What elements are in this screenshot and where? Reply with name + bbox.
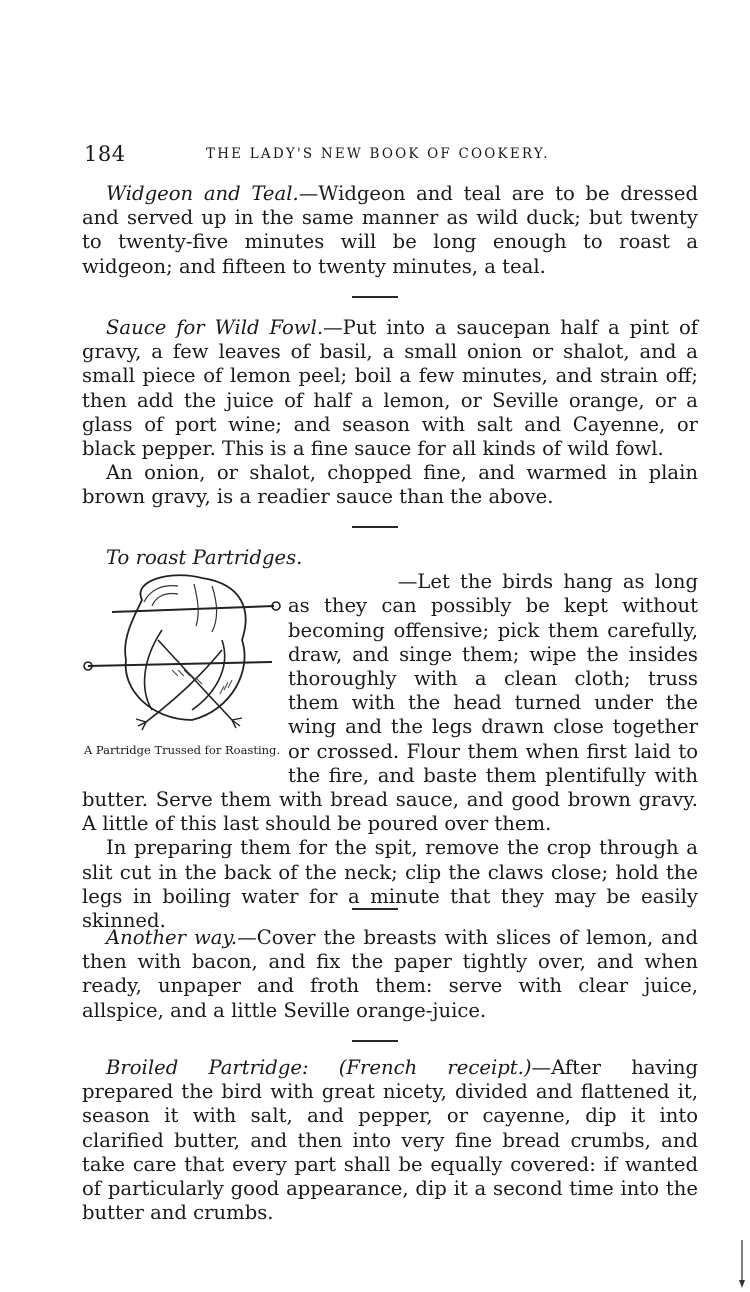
trussed-partridge-illustration <box>82 570 288 746</box>
paragraph <box>82 1056 698 1225</box>
page-header <box>84 142 704 168</box>
running-title: THE LADY'S NEW BOOK OF COOKERY. <box>206 146 550 162</box>
section-broiled <box>82 1056 698 1225</box>
section-title: Another way. <box>106 926 238 949</box>
section-body: —Let the birds hang as long as they can possibly be kept without becoming offensive; pick them carefully, draw, and singe them; wipe the insides thoroughly with a clean cloth; truss them with the head turned under the wing and the legs drawn close together or crossed. Flour them when first laid to the fire, and baste them plentifully with butter. Serve them with bread sauce, and good brown gravy. A little of this last should be poured over them. <box>82 570 698 836</box>
page-number: 184 <box>84 142 126 166</box>
section-body: —After having prepared the bird with great nicety, divided and flattened it, season it with salt, and pepper, or cayenne, dip it into clarified butter, and then into very fine bread crumbs, and take care that every part shall be equally covered: if wanted of particularly good appearance, dip it a second time into the butter and crumbs. <box>82 1056 698 1225</box>
paragraph <box>82 926 698 1023</box>
section-body: —Cover the breasts with slices of lemon, and then with bacon, and fix the paper tightly over, and when ready, unpaper and froth them: serve with clear juice, allspice, and a little Seville orange-juice. <box>82 926 698 1022</box>
paragraph <box>82 182 698 279</box>
page-edge-mark <box>738 1240 746 1288</box>
section-divider <box>352 526 398 528</box>
section-divider <box>352 1040 398 1042</box>
section-title: To roast Partridges. <box>106 546 303 569</box>
section-divider <box>352 908 398 910</box>
paragraph: An onion, or shalot, chopped fine, and warmed in plain brown gravy, is a readier sauce than the above. <box>82 461 698 509</box>
section-body: —Widgeon and teal are to be dressed and served up in the same manner as wild duck; but twenty to twenty-five minutes will be long enough to roast a widgeon; and fifteen to twenty minutes, a teal. <box>82 182 698 278</box>
paragraph: In preparing them for the spit, remove the crop through a slit cut in the back of the neck; clip the claws close; hold the legs in boiling water for a minute that they may be easily skinned. <box>82 836 698 933</box>
figure-caption: A Partridge Trussed for Roasting. <box>83 743 281 757</box>
section-another <box>82 926 698 1023</box>
section-title: Widgeon and Teal. <box>106 182 299 205</box>
section-divider <box>352 296 398 298</box>
section-title: Broiled Partridge: (French receipt.) <box>106 1056 532 1079</box>
paragraph <box>82 316 698 461</box>
section-sauce <box>82 316 698 510</box>
section-title: Sauce for Wild Fowl. <box>106 316 324 339</box>
section-partridges <box>82 546 698 933</box>
partridge-figure <box>82 570 288 782</box>
section-widgeon <box>82 182 698 279</box>
section-body: —Put into a saucepan half a pint of gravy, a few leaves of basil, a small onion or shalot, and a small piece of lemon peel; boil a few minutes, and strain off; then add the juice of half a lemon, or Seville orange, or a glass of port wine; and season with salt and Cayenne, or black pepper. This is a fine sauce for all kinds of wild fowl. <box>82 316 698 461</box>
